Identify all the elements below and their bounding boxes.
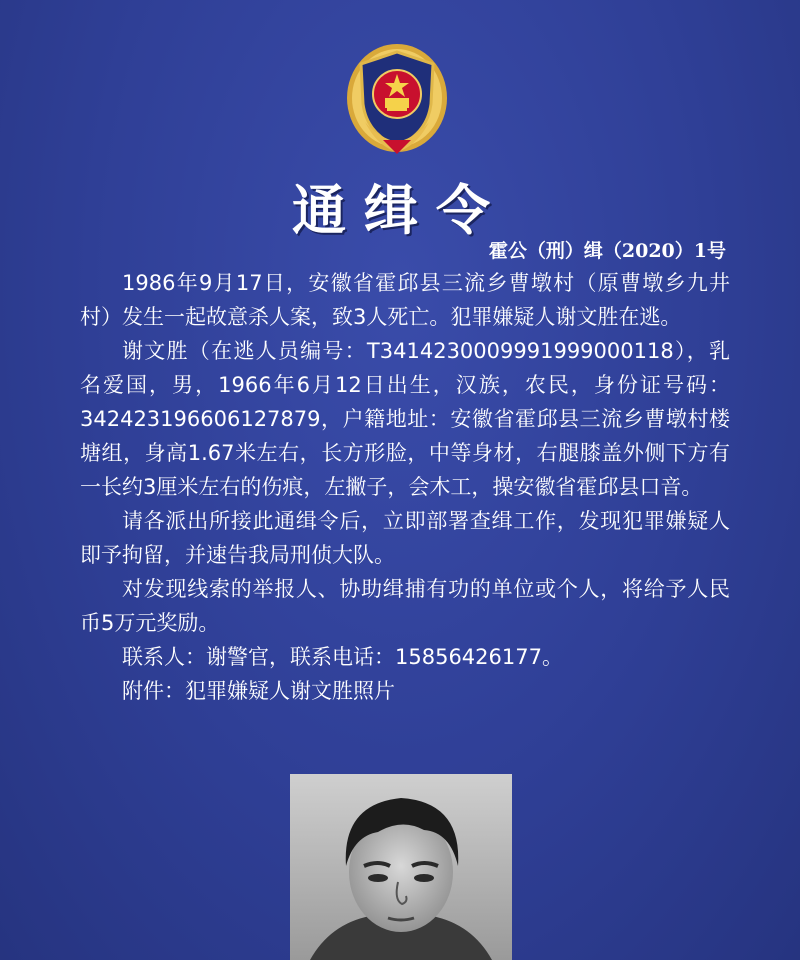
police-emblem-icon xyxy=(343,42,451,160)
paragraph-contact: 联系人：谢警官，联系电话：15856426177。 xyxy=(122,645,563,669)
suspect-photo xyxy=(290,774,512,960)
paragraph-instructions: 请各派出所接此通缉令后，立即部署查缉工作，发现犯罪嫌疑人即予拘留，并速告我局刑侦大队。 xyxy=(80,509,730,567)
notice-body xyxy=(80,266,730,708)
document-number: 霍公（刑）缉（2020）1号 xyxy=(488,240,726,262)
paragraph-attachment: 附件：犯罪嫌疑人谢文胜照片 xyxy=(122,679,395,703)
page-title: 通缉令 xyxy=(292,178,508,242)
paragraph-reward: 对发现线索的举报人、协助缉捕有功的单位或个人，将给予人民币5万元奖励。 xyxy=(80,577,730,635)
paragraph-suspect: 谢文胜（在逃人员编号：T3414230009991999000118），乳名爱国，男，1966年6月12日出生，汉族，农民，身份证号码：342423196606127879，户籍地址：安徽省霍邱县三流乡曹墩村楼塘组，身高1.67米左右，长方形脸，中等身材，右腿膝盖外侧下方有一长约3厘米左右的伤痕，左撇子，会木工，操安徽省霍邱县口音。 xyxy=(80,339,730,499)
paragraph-case: 1986年9月17日，安徽省霍邱县三流乡曹墩村（原曹墩乡九井村）发生一起故意杀人案，致3人死亡。犯罪嫌疑人谢文胜在逃。 xyxy=(80,271,730,329)
